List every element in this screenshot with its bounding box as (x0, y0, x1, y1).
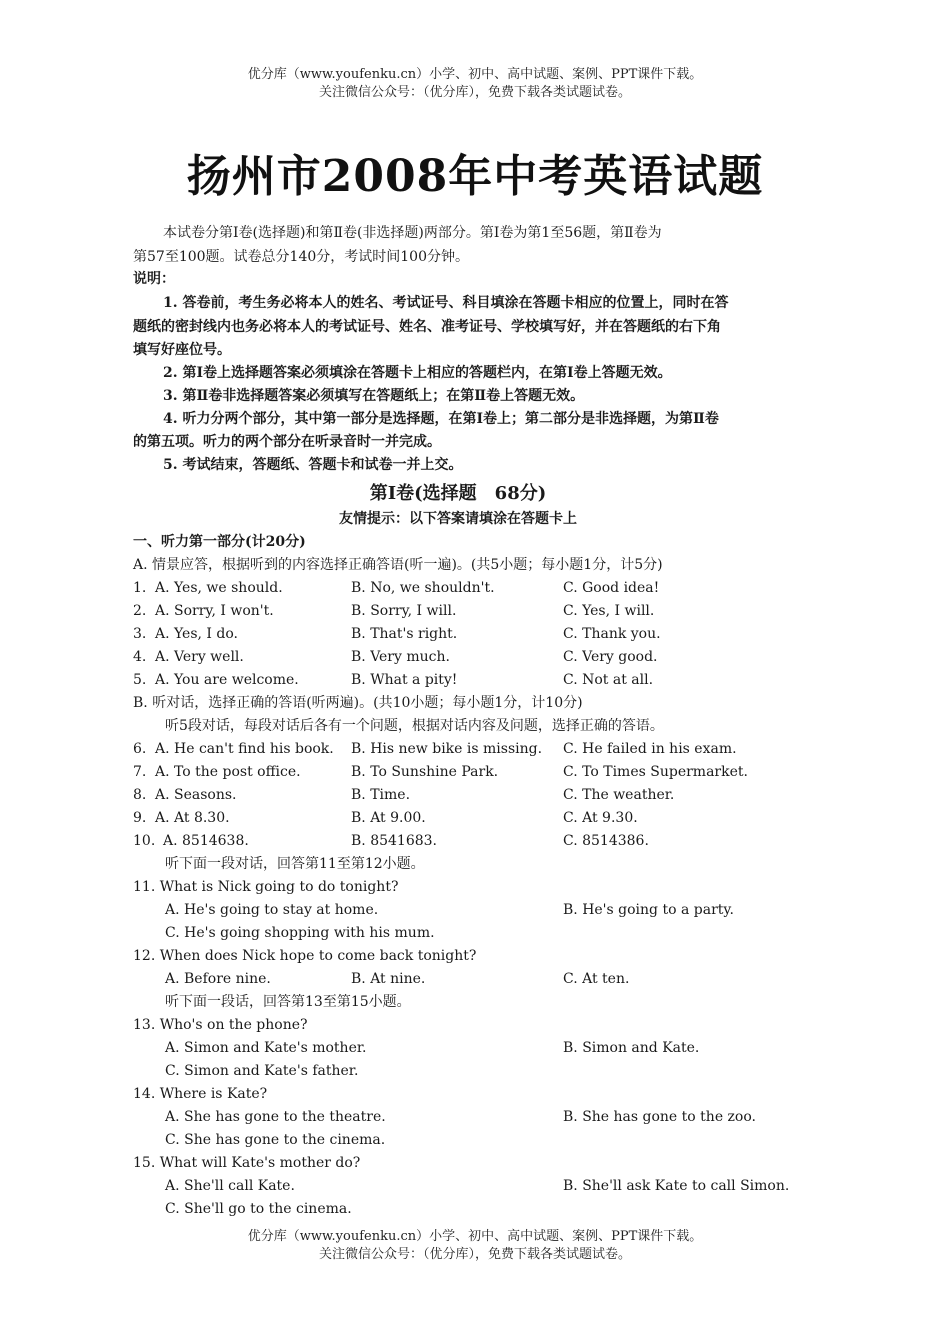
question-row (133, 830, 783, 852)
part-b-note: 听5段对话，每段对话后各有一个问题，根据对话内容及问题，选择正确的答语。 (165, 718, 664, 734)
section-tip: 友情提示：以下答案请填涂在答题卡上 (339, 511, 577, 527)
intro-line-2: 第57至100题。试卷总分140分，考试时间100分钟。 (133, 249, 469, 265)
q13-option-b[interactable]: B. Simon and Kate. (563, 1040, 700, 1056)
rule-1b: 题纸的密封线内也务必将本人的考试证号、姓名、准考证号、学校填写好，并在答题纸的右下角 (133, 319, 721, 335)
section-title: 第Ⅰ卷(选择题 68分) (369, 483, 547, 504)
answer-option-b[interactable]: B. Very much. (351, 649, 450, 665)
answer-option-b[interactable]: B. 8541683. (351, 833, 437, 849)
question-row (133, 784, 783, 806)
question-15-row-2 (165, 1198, 783, 1220)
question-14-stem: 14. Where is Kate? (133, 1086, 268, 1102)
question-row (133, 761, 783, 783)
footer-line-2: 关注微信公众号：（优分库），免费下载各类试题试卷。 (318, 1247, 631, 1262)
banner-line-1: 优分库（www.youfenku.cn）小学、初中、高中试题、案例、PPT课件下载。 (247, 67, 703, 82)
question-13-row-1 (165, 1037, 783, 1059)
question-11-row-2 (165, 922, 783, 944)
answer-option-c[interactable]: C. Good idea! (563, 580, 660, 596)
rule-4b: 的第五项。听力的两个部分在听录音时一并完成。 (133, 434, 441, 450)
answer-option-c[interactable]: C. Thank you. (563, 626, 661, 642)
question-15-row-1 (165, 1175, 790, 1197)
q14-option-c[interactable]: C. She has gone to the cinema. (165, 1132, 386, 1148)
rule-5: 5. 考试结束，答题纸、答题卡和试卷一并上交。 (163, 457, 463, 473)
header-banner (0, 66, 950, 102)
rule-1a: 1. 答卷前，考生务必将本人的姓名、考试证号、科目填涂在答题卡相应的位置上，同时在答 (163, 295, 729, 311)
answer-option-a[interactable]: A. Yes, I do. (155, 626, 238, 642)
question-number: 5. (133, 672, 147, 688)
q15-option-a[interactable]: A. She'll call Kate. (165, 1178, 295, 1194)
answer-option-c[interactable]: C. Yes, I will. (563, 603, 655, 619)
answer-option-b[interactable]: B. Sorry, I will. (351, 603, 457, 619)
part-b-heading: B. 听对话，选择正确的答语(听两遍)。(共10小题；每小题1分，计10分) (133, 695, 583, 711)
exam-title: 扬州市2008年中考英语试题 (186, 151, 764, 202)
answer-option-a[interactable]: A. Sorry, I won't. (155, 603, 274, 619)
question-row (133, 623, 783, 645)
intro-line-1: 本试卷分第Ⅰ卷(选择题)和第Ⅱ卷(非选择题)两部分。第Ⅰ卷为第1至56题，第Ⅱ卷为 (163, 225, 662, 241)
question-row (133, 669, 783, 691)
note-label: 说明： (133, 271, 175, 287)
q13-option-c[interactable]: C. Simon and Kate's father. (165, 1063, 359, 1079)
answer-option-c[interactable]: C. 8514386. (563, 833, 649, 849)
question-12-stem: 12. When does Nick hope to come back tonight? (133, 948, 477, 964)
banner-line-2: 关注微信公众号：（优分库），免费下载各类试题试卷。 (318, 85, 631, 100)
question-number: 3. (133, 626, 147, 642)
q12-option-a[interactable]: A. Before nine. (165, 971, 271, 987)
note-11-12: 听下面一段对话，回答第11至第12小题。 (165, 856, 425, 872)
question-number: 1. (133, 580, 147, 596)
q14-option-a[interactable]: A. She has gone to the theatre. (165, 1109, 386, 1125)
answer-option-a[interactable]: A. To the post office. (155, 764, 301, 780)
part-a-heading: A. 情景应答，根据听到的内容选择正确答语(听一遍)。(共5小题；每小题1分，计5分) (133, 557, 663, 573)
answer-option-a[interactable]: A. Yes, we should. (155, 580, 283, 596)
q11-option-c[interactable]: C. He's going shopping with his mum. (165, 925, 435, 941)
question-row (133, 738, 783, 760)
question-number: 2. (133, 603, 147, 619)
footer-banner (0, 1228, 950, 1264)
q14-option-b[interactable]: B. She has gone to the zoo. (563, 1109, 756, 1125)
question-row (133, 600, 783, 622)
question-row (133, 577, 783, 599)
answer-option-b[interactable]: B. To Sunshine Park. (351, 764, 499, 780)
answer-option-b[interactable]: B. What a pity! (351, 672, 458, 688)
answer-option-a[interactable]: A. He can't find his book. (155, 741, 334, 757)
rule-1c: 填写好座位号。 (133, 342, 231, 358)
answer-option-c[interactable]: C. At 9.30. (563, 810, 638, 826)
answer-option-c[interactable]: C. The weather. (563, 787, 675, 803)
question-13-stem: 13. Who's on the phone? (133, 1017, 308, 1033)
question-number: 4. (133, 649, 147, 665)
answer-option-c[interactable]: C. Very good. (563, 649, 658, 665)
q11-option-a[interactable]: A. He's going to stay at home. (165, 902, 379, 918)
question-number: 7. (133, 764, 147, 780)
question-number: 8. (133, 787, 147, 803)
q15-option-b[interactable]: B. She'll ask Kate to call Simon. (563, 1178, 790, 1194)
q12-option-b[interactable]: B. At nine. (351, 971, 426, 987)
answer-option-a[interactable]: A. At 8.30. (155, 810, 230, 826)
part-1-heading: 一、听力第一部分(计20分) (133, 534, 306, 550)
answer-option-b[interactable]: B. Time. (351, 787, 411, 803)
question-number: 9. (133, 810, 147, 826)
rule-2: 2. 第Ⅰ卷上选择题答案必须填涂在答题卡上相应的答题栏内，在第Ⅰ卷上答题无效。 (163, 365, 672, 381)
answer-option-a[interactable]: A. Very well. (155, 649, 244, 665)
q13-option-a[interactable]: A. Simon and Kate's mother. (165, 1040, 367, 1056)
question-14-row-1 (165, 1106, 783, 1128)
q15-option-c[interactable]: C. She'll go to the cinema. (165, 1201, 352, 1217)
answer-option-b[interactable]: B. No, we shouldn't. (351, 580, 495, 596)
answer-option-a[interactable]: A. Seasons. (155, 787, 237, 803)
answer-option-c[interactable]: C. To Times Supermarket. (563, 764, 748, 780)
answer-option-a[interactable]: A. 8514638. (163, 833, 249, 849)
question-15-stem: 15. What will Kate's mother do? (133, 1155, 361, 1171)
note-13-15: 听下面一段话，回答第13至第15小题。 (165, 994, 411, 1010)
question-11-stem: 11. What is Nick going to do tonight? (133, 879, 399, 895)
question-12-row (165, 968, 783, 990)
question-number: 6. (133, 741, 147, 757)
q11-option-b[interactable]: B. He's going to a party. (563, 902, 734, 918)
question-13-row-2 (165, 1060, 783, 1082)
question-row (133, 807, 783, 829)
rule-3: 3. 第Ⅱ卷非选择题答案必须填写在答题纸上；在第Ⅱ卷上答题无效。 (163, 388, 585, 404)
answer-option-b[interactable]: B. That's right. (351, 626, 458, 642)
answer-option-b[interactable]: B. His new bike is missing. (351, 741, 543, 757)
answer-option-c[interactable]: C. He failed in his exam. (563, 741, 737, 757)
answer-option-b[interactable]: B. At 9.00. (351, 810, 426, 826)
answer-option-a[interactable]: A. You are welcome. (155, 672, 299, 688)
question-14-row-2 (165, 1129, 783, 1151)
answer-option-c[interactable]: C. Not at all. (563, 672, 654, 688)
rule-4a: 4. 听力分两个部分，其中第一部分是选择题，在第Ⅰ卷上；第二部分是非选择题，为第Ⅱ卷 (163, 411, 719, 427)
q12-option-c[interactable]: C. At ten. (563, 971, 630, 987)
question-row (133, 646, 783, 668)
question-number: 10. (133, 833, 156, 849)
question-11-row-1 (165, 899, 783, 921)
footer-line-1: 优分库（www.youfenku.cn）小学、初中、高中试题、案例、PPT课件下载。 (247, 1229, 703, 1244)
